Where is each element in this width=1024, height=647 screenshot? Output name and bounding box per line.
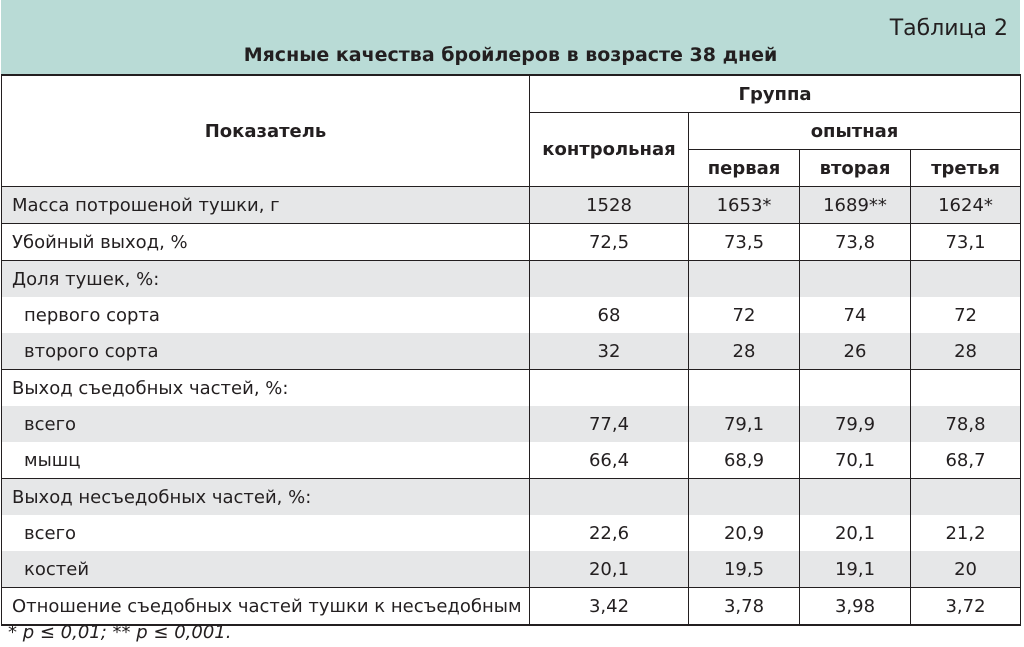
row-value bbox=[911, 370, 1021, 407]
row-value bbox=[530, 479, 689, 516]
row-label: Отношение съедобных частей тушки к несъедобным bbox=[2, 588, 530, 626]
control-header: контрольная bbox=[530, 113, 689, 187]
row-value: 26 bbox=[800, 333, 911, 370]
second-group-header: вторая bbox=[800, 150, 911, 187]
row-value bbox=[689, 370, 800, 407]
row-label: Выход съедобных частей, %: bbox=[2, 370, 530, 407]
table-row bbox=[2, 333, 1021, 370]
table-header-banner bbox=[1, 0, 1020, 74]
row-value: 68,9 bbox=[689, 442, 800, 479]
experimental-header: опытная bbox=[689, 113, 1021, 150]
data-table bbox=[1, 74, 1021, 626]
row-label: Убойный выход, % bbox=[2, 224, 530, 261]
table-row bbox=[2, 479, 1021, 516]
row-value: 28 bbox=[689, 333, 800, 370]
row-value: 32 bbox=[530, 333, 689, 370]
row-value: 73,1 bbox=[911, 224, 1021, 261]
row-value: 1528 bbox=[530, 187, 689, 224]
row-value: 78,8 bbox=[911, 406, 1021, 442]
row-value: 72,5 bbox=[530, 224, 689, 261]
table-row bbox=[2, 297, 1021, 333]
row-value: 20,1 bbox=[530, 551, 689, 588]
row-value: 1653* bbox=[689, 187, 800, 224]
row-label: Масса потрошеной тушки, г bbox=[2, 187, 530, 224]
row-value bbox=[689, 261, 800, 298]
table-row bbox=[2, 588, 1021, 626]
indicator-header: Показатель bbox=[2, 75, 530, 187]
table-row bbox=[2, 442, 1021, 479]
row-value: 79,1 bbox=[689, 406, 800, 442]
row-value: 1689** bbox=[800, 187, 911, 224]
row-label: всего bbox=[24, 522, 77, 544]
table-row bbox=[2, 406, 1021, 442]
row-label: Выход несъедобных частей, %: bbox=[2, 479, 530, 516]
table-row bbox=[2, 370, 1021, 407]
row-value: 74 bbox=[800, 297, 911, 333]
row-label: первого сорта bbox=[24, 304, 160, 326]
third-group-header: третья bbox=[911, 150, 1021, 187]
row-value bbox=[530, 370, 689, 407]
row-value: 3,98 bbox=[800, 588, 911, 626]
row-value: 20,9 bbox=[689, 515, 800, 551]
row-value: 68,7 bbox=[911, 442, 1021, 479]
row-value bbox=[689, 479, 800, 516]
table-title: Мясные качества бройлеров в возрасте 38 дней bbox=[243, 44, 778, 66]
row-value bbox=[530, 261, 689, 298]
first-group-header: первая bbox=[689, 150, 800, 187]
table-row bbox=[2, 551, 1021, 588]
row-value bbox=[800, 370, 911, 407]
row-value: 1624* bbox=[911, 187, 1021, 224]
row-label: костей bbox=[2, 551, 530, 588]
row-value: 28 bbox=[911, 333, 1021, 370]
row-value: 19,5 bbox=[689, 551, 800, 588]
row-value bbox=[911, 261, 1021, 298]
row-value: 3,78 bbox=[689, 588, 800, 626]
row-value bbox=[800, 479, 911, 516]
row-value: 21,2 bbox=[911, 515, 1021, 551]
row-value: 72 bbox=[911, 297, 1021, 333]
table-row bbox=[2, 224, 1021, 261]
row-label: второго сорта bbox=[2, 333, 530, 370]
row-value: 73,5 bbox=[689, 224, 800, 261]
row-value: 72 bbox=[689, 297, 800, 333]
row-value: 3,42 bbox=[530, 588, 689, 626]
row-value: 79,9 bbox=[800, 406, 911, 442]
row-value: 68 bbox=[530, 297, 689, 333]
row-value bbox=[911, 479, 1021, 516]
table-row bbox=[2, 187, 1021, 224]
row-value: 70,1 bbox=[800, 442, 911, 479]
row-value: 77,4 bbox=[530, 406, 689, 442]
row-label: всего bbox=[2, 406, 530, 442]
row-value: 19,1 bbox=[800, 551, 911, 588]
row-label: Доля тушек, %: bbox=[2, 261, 530, 298]
row-value: 22,6 bbox=[530, 515, 689, 551]
footnote: * p ≤ 0,01; ** p ≤ 0,001. bbox=[8, 622, 232, 643]
table-number: Таблица 2 bbox=[889, 16, 1008, 41]
table-row bbox=[2, 261, 1021, 298]
group-header: Группа bbox=[530, 75, 1021, 113]
row-value: 73,8 bbox=[800, 224, 911, 261]
row-value: 3,72 bbox=[911, 588, 1021, 626]
row-value: 20 bbox=[911, 551, 1021, 588]
row-label: мышц bbox=[24, 449, 81, 471]
table-row bbox=[2, 515, 1021, 551]
row-value: 66,4 bbox=[530, 442, 689, 479]
row-value bbox=[800, 261, 911, 298]
row-value: 20,1 bbox=[800, 515, 911, 551]
